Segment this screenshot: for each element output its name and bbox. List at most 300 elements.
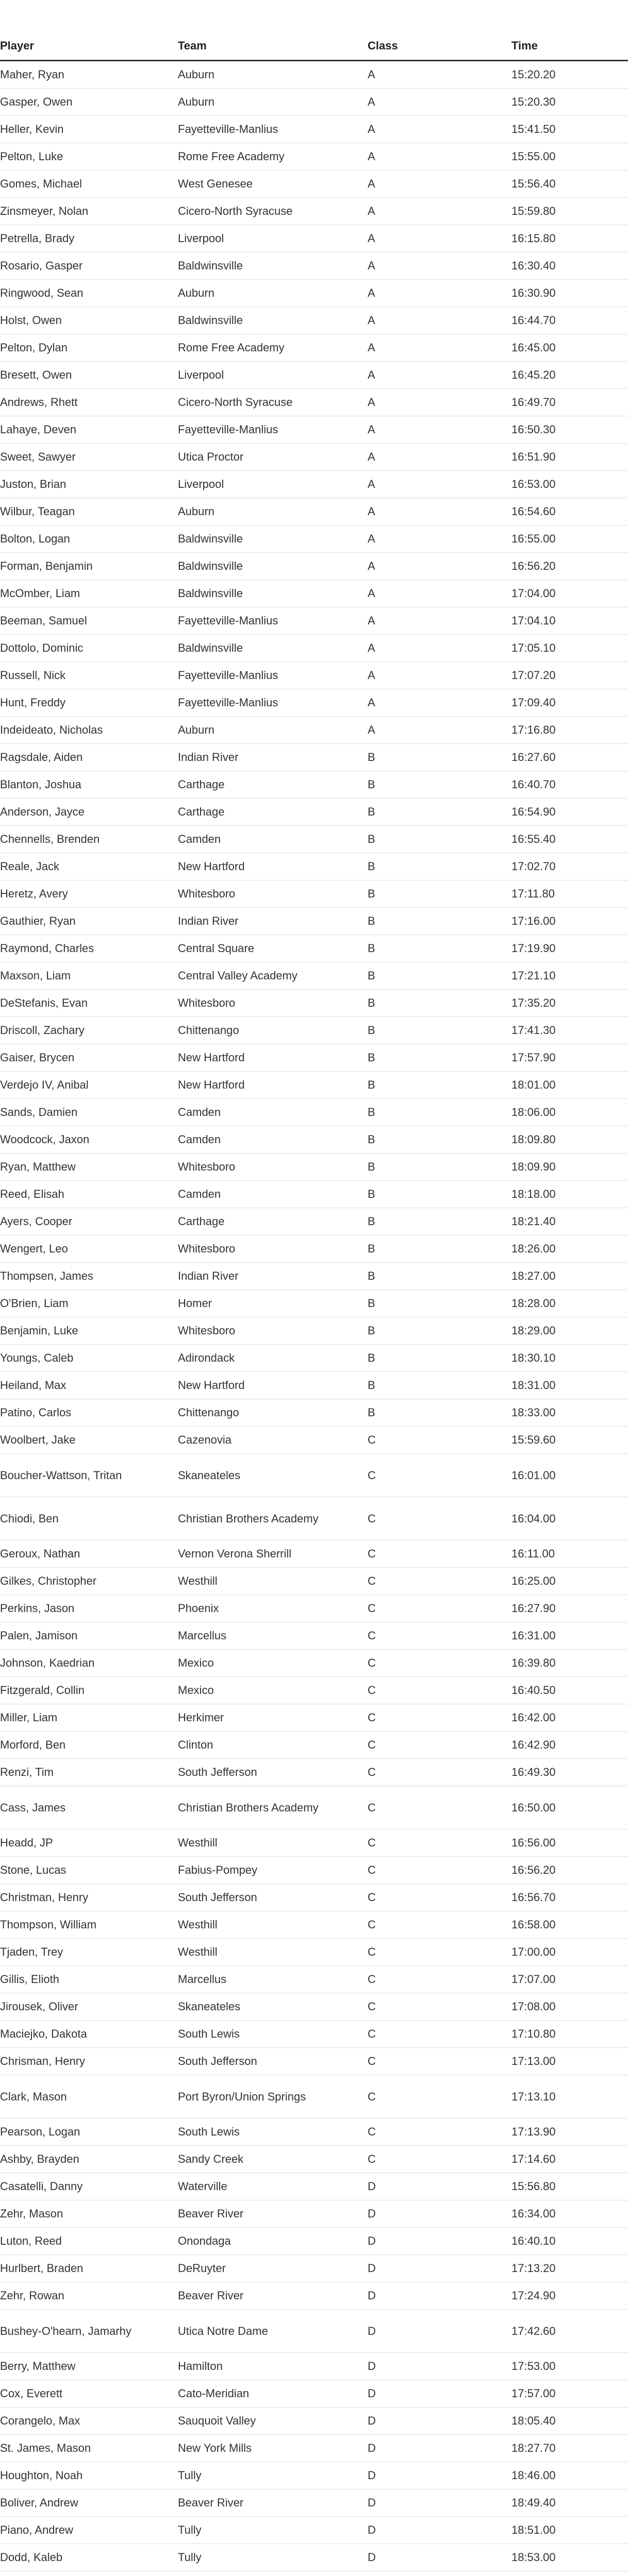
time-cell: 17:16.80 — [511, 717, 628, 744]
time-cell: 15:20.30 — [511, 89, 628, 116]
team-cell: Tully — [178, 2517, 368, 2544]
class-cell: B — [368, 1072, 511, 1099]
class-cell: A — [368, 553, 511, 580]
team-cell: Carthage — [178, 799, 368, 826]
time-cell: 17:35.20 — [511, 990, 628, 1017]
player-cell: Ryan, Matthew — [0, 1154, 178, 1181]
time-cell: 17:13.90 — [511, 2119, 628, 2146]
player-cell: Cox, Everett — [0, 2380, 178, 2408]
table-row — [0, 1317, 628, 1345]
team-cell: Fayetteville-Manlius — [178, 116, 368, 143]
time-cell: 18:51.00 — [511, 2517, 628, 2544]
time-cell: 16:54.60 — [511, 498, 628, 526]
class-cell: A — [368, 225, 511, 252]
team-cell: South Jefferson — [178, 1884, 368, 1911]
class-cell: A — [368, 389, 511, 416]
time-cell: 16:45.00 — [511, 334, 628, 362]
class-cell: A — [368, 498, 511, 526]
player-cell: Gillis, Elioth — [0, 1966, 178, 1993]
player-cell: Boliver, Andrew — [0, 2489, 178, 2517]
table-row — [0, 1884, 628, 1911]
time-cell: 17:41.30 — [511, 1017, 628, 1044]
time-cell: 16:44.70 — [511, 307, 628, 334]
table-row — [0, 471, 628, 498]
team-cell: Central Valley Academy — [178, 962, 368, 990]
time-cell: 18:21.40 — [511, 1208, 628, 1235]
table-row — [0, 990, 628, 1017]
table-row — [0, 635, 628, 662]
player-cell: Gilkes, Christopher — [0, 1568, 178, 1595]
class-cell: D — [368, 2462, 511, 2489]
team-cell: Auburn — [178, 498, 368, 526]
player-cell: St. James, Mason — [0, 2435, 178, 2462]
table-row — [0, 689, 628, 717]
class-cell: D — [368, 2353, 511, 2380]
player-cell: Luton, Reed — [0, 2228, 178, 2255]
class-cell: B — [368, 853, 511, 880]
class-cell: A — [368, 416, 511, 444]
time-cell: 18:27.00 — [511, 1263, 628, 1290]
class-cell — [368, 2571, 511, 2576]
time-cell: 18:46.00 — [511, 2462, 628, 2489]
player-cell: O'Brien, Liam — [0, 1290, 178, 1317]
table-row — [0, 2435, 628, 2462]
table-body — [0, 61, 628, 2576]
time-cell: 17:13.00 — [511, 2048, 628, 2075]
team-cell: Liverpool — [178, 471, 368, 498]
time-cell: 16:15.80 — [511, 225, 628, 252]
time-cell: 16:51.90 — [511, 444, 628, 471]
class-cell: B — [368, 744, 511, 771]
column-header-class[interactable]: Class — [368, 37, 511, 61]
player-cell: McOmber, Liam — [0, 580, 178, 607]
class-cell: D — [368, 2380, 511, 2408]
player-cell: Youngs, Caleb — [0, 1345, 178, 1372]
class-cell: A — [368, 198, 511, 225]
team-cell: Whitesboro — [178, 1317, 368, 1345]
class-cell: A — [368, 444, 511, 471]
team-cell: New Hartford — [178, 1072, 368, 1099]
player-cell: Woolbert, Jake — [0, 1427, 178, 1454]
table-row — [0, 2571, 628, 2576]
class-cell: B — [368, 1181, 511, 1208]
time-cell: 16:40.70 — [511, 771, 628, 799]
player-cell: Thompsen, James — [0, 1263, 178, 1290]
class-cell: A — [368, 689, 511, 717]
team-cell: Baldwinsville — [178, 252, 368, 280]
player-cell: Tjaden, Trey — [0, 1939, 178, 1966]
class-cell: A — [368, 580, 511, 607]
table-row — [0, 171, 628, 198]
player-cell: Ashby, Brayden — [0, 2146, 178, 2173]
player-cell: Hurlbert, Braden — [0, 2255, 178, 2282]
class-cell: B — [368, 1126, 511, 1154]
team-cell: Baldwinsville — [178, 635, 368, 662]
time-cell: 16:50.00 — [511, 1786, 628, 1829]
class-cell: A — [368, 526, 511, 553]
time-cell: 17:04.10 — [511, 607, 628, 635]
team-cell: Beaver River — [178, 2282, 368, 2310]
table-row — [0, 580, 628, 607]
team-cell: Cicero-North Syracuse — [178, 389, 368, 416]
class-cell: C — [368, 1786, 511, 1829]
player-cell: Chrisman, Henry — [0, 2048, 178, 2075]
column-header-team[interactable]: Team — [178, 37, 368, 61]
table-row — [0, 1786, 628, 1829]
team-cell: Hamilton — [178, 2353, 368, 2380]
table-row — [0, 2119, 628, 2146]
player-cell: Maxson, Liam — [0, 962, 178, 990]
team-cell: Cicero-North Syracuse — [178, 198, 368, 225]
time-cell: 16:42.90 — [511, 1732, 628, 1759]
team-cell: Baldwinsville — [178, 307, 368, 334]
team-cell: Tully — [178, 2462, 368, 2489]
time-cell: 17:53.00 — [511, 2353, 628, 2380]
team-cell: Whitesboro — [178, 880, 368, 908]
player-cell: Headd, JP — [0, 1829, 178, 1857]
table-row — [0, 2462, 628, 2489]
table-row — [0, 1650, 628, 1677]
time-cell: 16:25.00 — [511, 1568, 628, 1595]
team-cell: Chittenango — [178, 1399, 368, 1427]
time-cell: 16:56.00 — [511, 1829, 628, 1857]
table-row — [0, 1399, 628, 1427]
table-row — [0, 198, 628, 225]
player-cell: Raymond, Charles — [0, 935, 178, 962]
class-cell: B — [368, 1317, 511, 1345]
table-row — [0, 252, 628, 280]
time-cell: 18:26.00 — [511, 1235, 628, 1263]
class-cell: C — [368, 2146, 511, 2173]
team-cell: West Genesee — [178, 171, 368, 198]
table-row — [0, 962, 628, 990]
time-cell: 16:56.70 — [511, 1884, 628, 1911]
class-cell: C — [368, 1595, 511, 1622]
table-row — [0, 717, 628, 744]
time-cell: 17:07.20 — [511, 662, 628, 689]
class-cell: C — [368, 2075, 511, 2119]
team-cell: Utica Proctor — [178, 444, 368, 471]
table-row — [0, 1966, 628, 1993]
player-cell: Benjamin, Luke — [0, 1317, 178, 1345]
class-cell: D — [368, 2517, 511, 2544]
table-header — [0, 37, 628, 61]
class-cell: C — [368, 2119, 511, 2146]
time-cell: 17:11.80 — [511, 880, 628, 908]
class-cell: D — [368, 2489, 511, 2517]
player-cell: Corangelo, Max — [0, 2408, 178, 2435]
time-cell: 17:14.60 — [511, 2146, 628, 2173]
time-cell: 16:34.00 — [511, 2200, 628, 2228]
table-row — [0, 1017, 628, 1044]
class-cell: C — [368, 1857, 511, 1884]
team-cell: Indian River — [178, 744, 368, 771]
table-row — [0, 1732, 628, 1759]
time-cell: 16:27.90 — [511, 1595, 628, 1622]
class-cell: D — [368, 2435, 511, 2462]
player-cell: Pelton, Luke — [0, 143, 178, 171]
table-row — [0, 2146, 628, 2173]
team-cell: Central Square — [178, 935, 368, 962]
team-cell: Camden — [178, 826, 368, 853]
class-cell: C — [368, 1884, 511, 1911]
time-cell: 15:56.40 — [511, 171, 628, 198]
class-cell: A — [368, 362, 511, 389]
class-cell: B — [368, 1290, 511, 1317]
table-row — [0, 2353, 628, 2380]
player-cell: Andrews, Rhett — [0, 389, 178, 416]
player-cell: Casatelli, Danny — [0, 2173, 178, 2200]
player-cell: Bushey-O'hearn, Jamarhy — [0, 2310, 178, 2353]
table-row — [0, 1099, 628, 1126]
time-cell: 16:42.00 — [511, 1704, 628, 1732]
team-cell: Mexico — [178, 1650, 368, 1677]
time-cell: 18:30.10 — [511, 1345, 628, 1372]
class-cell: A — [368, 89, 511, 116]
class-cell: C — [368, 1677, 511, 1704]
time-cell: 18:53.00 — [511, 2544, 628, 2571]
team-cell: South Jefferson — [178, 1759, 368, 1786]
team-cell: South Lewis — [178, 2119, 368, 2146]
table-row — [0, 744, 628, 771]
team-cell: Westhill — [178, 1568, 368, 1595]
team-cell: Beaver River — [178, 2200, 368, 2228]
table-row — [0, 1154, 628, 1181]
time-cell: 18:27.70 — [511, 2435, 628, 2462]
player-cell: Morford, Ben — [0, 1732, 178, 1759]
table-row — [0, 607, 628, 635]
time-cell: 17:57.90 — [511, 1044, 628, 1072]
table-row — [0, 799, 628, 826]
class-cell: C — [368, 1732, 511, 1759]
time-cell: 16:27.60 — [511, 744, 628, 771]
table-row — [0, 1290, 628, 1317]
class-cell: B — [368, 1372, 511, 1399]
player-cell: DeStefanis, Evan — [0, 990, 178, 1017]
team-cell: Fayetteville-Manlius — [178, 416, 368, 444]
table-row — [0, 2255, 628, 2282]
team-cell: Camden — [178, 1099, 368, 1126]
table-row — [0, 1829, 628, 1857]
column-header-player[interactable]: Player — [0, 37, 178, 61]
time-cell: 16:04.00 — [511, 1497, 628, 1540]
team-cell: Skaneateles — [178, 1454, 368, 1497]
class-cell: D — [368, 2408, 511, 2435]
time-cell: 17:02.70 — [511, 853, 628, 880]
player-cell: Heller, Kevin — [0, 116, 178, 143]
class-cell: B — [368, 1399, 511, 1427]
player-cell: Ringwood, Sean — [0, 280, 178, 307]
table-row — [0, 553, 628, 580]
team-cell: Chittenango — [178, 1017, 368, 1044]
time-cell: 15:55.00 — [511, 143, 628, 171]
class-cell: B — [368, 935, 511, 962]
class-cell: B — [368, 1235, 511, 1263]
time-cell: 17:24.90 — [511, 2282, 628, 2310]
team-cell: Mexico — [178, 1677, 368, 1704]
player-cell: Zehr, Mason — [0, 2200, 178, 2228]
team-cell: Indian River — [178, 908, 368, 935]
time-cell: 15:20.20 — [511, 61, 628, 89]
player-cell: Piano, Andrew — [0, 2517, 178, 2544]
table-row — [0, 1704, 628, 1732]
team-cell: South Jefferson — [178, 2048, 368, 2075]
table-row — [0, 880, 628, 908]
team-cell: Marcellus — [178, 1622, 368, 1650]
player-cell: Chiodi, Ben — [0, 1497, 178, 1540]
time-cell: 17:00.00 — [511, 1939, 628, 1966]
class-cell: A — [368, 471, 511, 498]
time-cell: 17:19.90 — [511, 935, 628, 962]
time-cell: 17:21.10 — [511, 962, 628, 990]
table-row — [0, 2075, 628, 2119]
table-row — [0, 1939, 628, 1966]
player-cell: Dodd, Kaleb — [0, 2544, 178, 2571]
table-row — [0, 307, 628, 334]
time-cell: 18:33.00 — [511, 1399, 628, 1427]
team-cell: Liverpool — [178, 362, 368, 389]
table-row — [0, 2282, 628, 2310]
class-cell: B — [368, 1099, 511, 1126]
table-row — [0, 334, 628, 362]
time-cell: 18:09.80 — [511, 1126, 628, 1154]
player-cell: Lahaye, Deven — [0, 416, 178, 444]
column-header-time[interactable]: Time — [511, 37, 628, 61]
player-cell: Miller, Liam — [0, 1704, 178, 1732]
team-cell: New Hartford — [178, 853, 368, 880]
time-cell: 16:39.80 — [511, 1650, 628, 1677]
time-cell: 17:04.00 — [511, 580, 628, 607]
table-row — [0, 2228, 628, 2255]
time-cell: 16:54.90 — [511, 799, 628, 826]
player-cell: Renzi, Tim — [0, 1759, 178, 1786]
team-cell: Onondaga — [178, 2228, 368, 2255]
class-cell: C — [368, 1540, 511, 1568]
time-cell: 18:06.00 — [511, 1099, 628, 1126]
table-row — [0, 280, 628, 307]
table-row — [0, 2048, 628, 2075]
player-cell: Bresett, Owen — [0, 362, 178, 389]
player-cell: Reale, Jack — [0, 853, 178, 880]
team-cell: South Lewis — [178, 2021, 368, 2048]
time-cell: 18:18.00 — [511, 1181, 628, 1208]
class-cell: A — [368, 662, 511, 689]
class-cell: B — [368, 1345, 511, 1372]
time-cell: 16:55.00 — [511, 526, 628, 553]
class-cell: D — [368, 2544, 511, 2571]
team-cell: New York Mills — [178, 2435, 368, 2462]
time-cell: 16:55.40 — [511, 826, 628, 853]
time-cell: 16:40.50 — [511, 1677, 628, 1704]
time-cell: 15:56.80 — [511, 2173, 628, 2200]
table-row — [0, 2517, 628, 2544]
team-cell: Clinton — [178, 1732, 368, 1759]
player-cell: Heiland, Max — [0, 1372, 178, 1399]
class-cell: B — [368, 799, 511, 826]
team-cell: Whitesboro — [178, 1154, 368, 1181]
team-cell — [178, 2571, 368, 2576]
table-row — [0, 526, 628, 553]
time-cell: 16:40.10 — [511, 2228, 628, 2255]
class-cell: C — [368, 2021, 511, 2048]
team-cell: Baldwinsville — [178, 580, 368, 607]
time-cell: 18:01.00 — [511, 1072, 628, 1099]
team-cell: Vernon Verona Sherrill — [178, 1540, 368, 1568]
player-cell: Anderson, Jayce — [0, 799, 178, 826]
team-cell: Indian River — [178, 1263, 368, 1290]
player-cell: Clark, Mason — [0, 2075, 178, 2119]
class-cell: C — [368, 1759, 511, 1786]
player-cell: Indeideato, Nicholas — [0, 717, 178, 744]
time-cell: 16:30.40 — [511, 252, 628, 280]
time-cell: 17:10.80 — [511, 2021, 628, 2048]
time-cell: 17:07.00 — [511, 1966, 628, 1993]
team-cell: Westhill — [178, 1911, 368, 1939]
class-cell: A — [368, 116, 511, 143]
team-cell: Phoenix — [178, 1595, 368, 1622]
player-cell: Hunt, Freddy — [0, 689, 178, 717]
team-cell: Cazenovia — [178, 1427, 368, 1454]
class-cell: D — [368, 2282, 511, 2310]
table-row — [0, 1759, 628, 1786]
class-cell: B — [368, 1017, 511, 1044]
table-row — [0, 853, 628, 880]
class-cell: C — [368, 2048, 511, 2075]
class-cell: C — [368, 1427, 511, 1454]
team-cell: Port Byron/Union Springs — [178, 2075, 368, 2119]
time-cell: 16:50.30 — [511, 416, 628, 444]
table-row — [0, 1622, 628, 1650]
table-row — [0, 2310, 628, 2353]
player-cell: Christman, Henry — [0, 1884, 178, 1911]
time-cell: 16:45.20 — [511, 362, 628, 389]
time-cell: 17:09.40 — [511, 689, 628, 717]
time-cell: 16:30.90 — [511, 280, 628, 307]
table-row — [0, 1540, 628, 1568]
player-cell: Gomes, Michael — [0, 171, 178, 198]
player-cell: Geroux, Nathan — [0, 1540, 178, 1568]
class-cell: C — [368, 1939, 511, 1966]
table-row — [0, 389, 628, 416]
team-cell: Beaver River — [178, 2489, 368, 2517]
team-cell: Cato-Meridian — [178, 2380, 368, 2408]
player-cell: Blanton, Joshua — [0, 771, 178, 799]
team-cell: Skaneateles — [178, 1993, 368, 2021]
team-cell: Adirondack — [178, 1345, 368, 1372]
table-row — [0, 2408, 628, 2435]
player-cell: Thompson, William — [0, 1911, 178, 1939]
time-cell: 16:31.00 — [511, 1622, 628, 1650]
team-cell: Utica Notre Dame — [178, 2310, 368, 2353]
time-cell: 16:01.00 — [511, 1454, 628, 1497]
player-cell: Maher, Ryan — [0, 61, 178, 89]
table-row — [0, 771, 628, 799]
table-row — [0, 1044, 628, 1072]
team-cell: Carthage — [178, 771, 368, 799]
player-cell: Jirousek, Oliver — [0, 1993, 178, 2021]
player-cell: Perkins, Jason — [0, 1595, 178, 1622]
team-cell: Whitesboro — [178, 990, 368, 1017]
class-cell: A — [368, 635, 511, 662]
table-row — [0, 2021, 628, 2048]
time-cell: 16:49.70 — [511, 389, 628, 416]
table-row — [0, 2544, 628, 2571]
player-cell: Sands, Damien — [0, 1099, 178, 1126]
class-cell: D — [368, 2310, 511, 2353]
time-cell: 18:28.00 — [511, 1290, 628, 1317]
player-cell: Bolton, Logan — [0, 526, 178, 553]
time-cell: 17:16.00 — [511, 908, 628, 935]
